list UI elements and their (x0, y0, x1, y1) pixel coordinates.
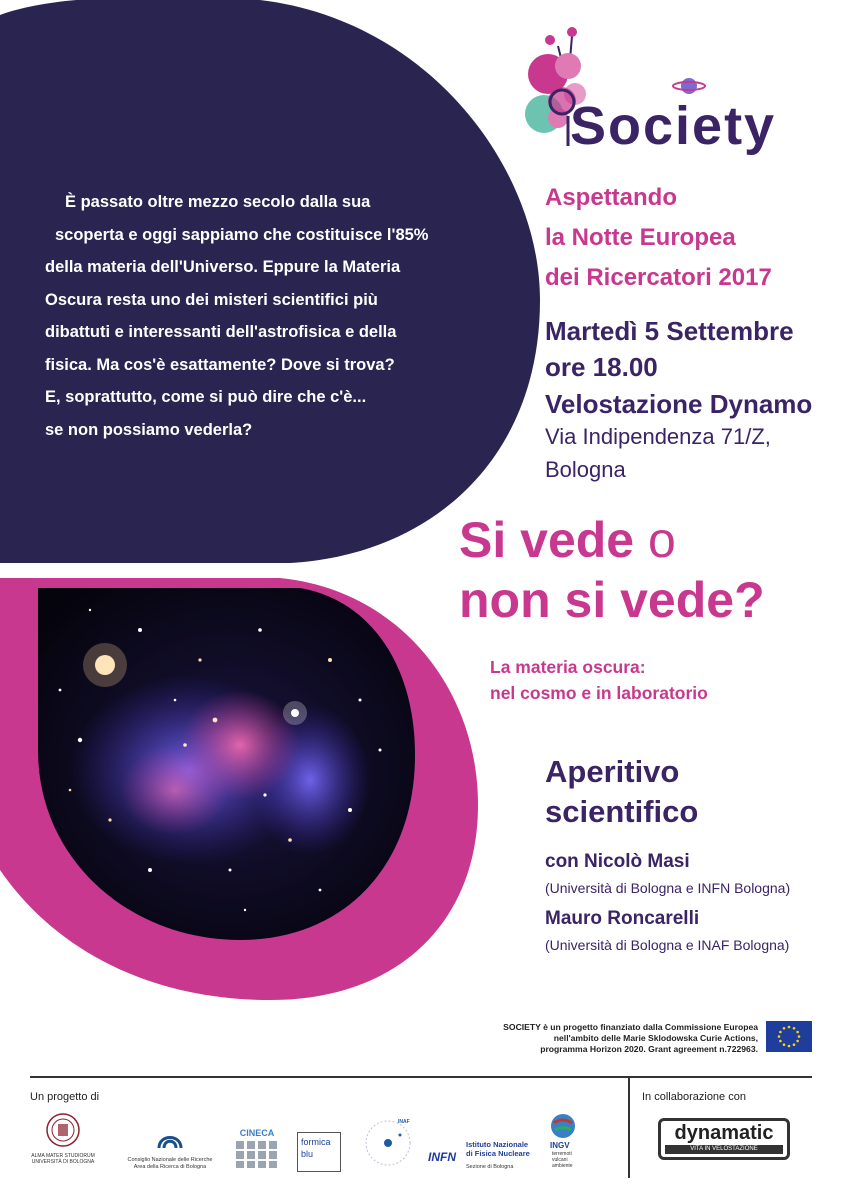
event-address: Via Indipendenza 71/Z, (545, 424, 771, 449)
unibo-logo (28, 1112, 98, 1165)
formica-blu-logo (297, 1132, 341, 1172)
waiting-line: la Notte Europea (545, 224, 736, 251)
infn-name-line: Istituto Nazionale (466, 1140, 529, 1149)
event-time: ore 18.00 (545, 352, 658, 382)
cnr-name-line: Area della Ricerca di Bologna (133, 1164, 207, 1170)
waiting-line: dei Ricercatori 2017 (545, 264, 772, 291)
ingv-logo (550, 1113, 620, 1175)
main-title (459, 510, 765, 630)
collab-label: In collaborazione con (642, 1091, 746, 1103)
society-wordmark: Society (570, 96, 777, 156)
project-label: Un progetto di (30, 1091, 100, 1103)
title-bold: Si vede (459, 512, 635, 568)
intro-line: scoperta e oggi sappiamo che costituisce l'85% (55, 225, 429, 244)
event-city: Bologna (545, 457, 626, 482)
inaf-logo (360, 1115, 416, 1171)
ingv-acronym: INGV (550, 1141, 570, 1150)
aperitivo-line: scientifico (545, 794, 699, 829)
society-logo (520, 26, 810, 166)
speaker-affiliation: (Università di Bologna e INAF Bologna) (545, 937, 790, 953)
subtitle-line: La materia oscura: (490, 657, 646, 677)
title-line2: non si vede? (459, 572, 765, 628)
intro-line: dibattuti e interessanti dell'astrofisica e della (45, 323, 397, 341)
infn-logo (428, 1140, 538, 1176)
unibo-name-line: UNIVERSITÀ DI BOLOGNA (31, 1159, 95, 1165)
funding-note (455, 1022, 758, 1055)
inaf-name: INAF (398, 1119, 410, 1125)
footer-divider (30, 1076, 812, 1078)
speaker-affiliation: (Università di Bologna e INFN Bologna) (545, 880, 791, 896)
cineca-logo (232, 1128, 282, 1174)
speaker-name: con Nicolò Masi (545, 851, 690, 872)
waiting-line: Aspettando (545, 184, 677, 211)
dynamatic-name: dynamatic (674, 1122, 774, 1144)
infn-acronym: INFN (428, 1150, 456, 1164)
ingv-globe-icon (550, 1113, 576, 1139)
footer-vertical-divider (628, 1076, 630, 1178)
unibo-seal-icon (45, 1112, 81, 1148)
dynamatic-tagline: VITA IN VELOSTAZIONE (665, 1145, 783, 1154)
subtitle (490, 654, 708, 706)
ingv-words (552, 1151, 573, 1169)
title-light: o (634, 512, 676, 568)
infn-name-line: di Fisica Nucleare (466, 1149, 530, 1158)
cineca-grid-icon (234, 1139, 280, 1169)
infn-section: Sezione di Bologna (466, 1164, 514, 1170)
ingv-word: ambiente (552, 1163, 573, 1169)
eu-flag-icon (766, 1021, 812, 1052)
funding-line: programma Horizon 2020. Grant agreement n.722963. (540, 1044, 758, 1054)
formica-name-line: blu (301, 1149, 314, 1159)
ingv-word: terremoti (552, 1151, 572, 1157)
intro-line: Oscura resta uno dei misteri scientifici più (45, 290, 378, 309)
intro-line: È passato oltre mezzo secolo dalla sua (65, 193, 371, 211)
dynamatic-logo (658, 1118, 790, 1160)
formica-name-line: formica (301, 1137, 331, 1147)
cnr-emblem-icon (155, 1126, 185, 1152)
aperitivo-heading (545, 752, 698, 832)
cineca-name: CINECA (239, 1128, 275, 1138)
magenta-ring-shape (0, 570, 500, 1010)
aperitivo-line: Aperitivo (545, 754, 680, 789)
cnr-logo (120, 1126, 220, 1171)
intro-line: se non possiamo vederla? (45, 420, 253, 439)
funding-line: SOCIETY è un progetto finanziato dalla Commissione Europea (503, 1022, 758, 1032)
cnr-name-line: Consiglio Nazionale delle Ricerche (127, 1157, 213, 1163)
event-date: Martedì 5 Settembre (545, 316, 794, 346)
intro-text (45, 186, 465, 446)
subtitle-line: nel cosmo e in laboratorio (490, 683, 708, 703)
funding-line: nell'ambito delle Marie Sklodowska Curie Actions, (553, 1033, 758, 1043)
intro-line: fisica. Ma cos'è esattamente? Dove si trova? (45, 355, 395, 374)
planet-icon (672, 74, 706, 98)
event-venue: Velostazione Dynamo (545, 389, 813, 419)
ingv-word: vulcani (552, 1157, 568, 1163)
intro-line: E, soprattutto, come si può dire che c'è... (45, 388, 367, 406)
speaker-name: Mauro Roncarelli (545, 908, 700, 929)
unibo-name-line: ALMA MATER STUDIORUM (31, 1153, 95, 1159)
intro-line: della materia dell'Universo. Eppure la Materia (45, 258, 401, 276)
